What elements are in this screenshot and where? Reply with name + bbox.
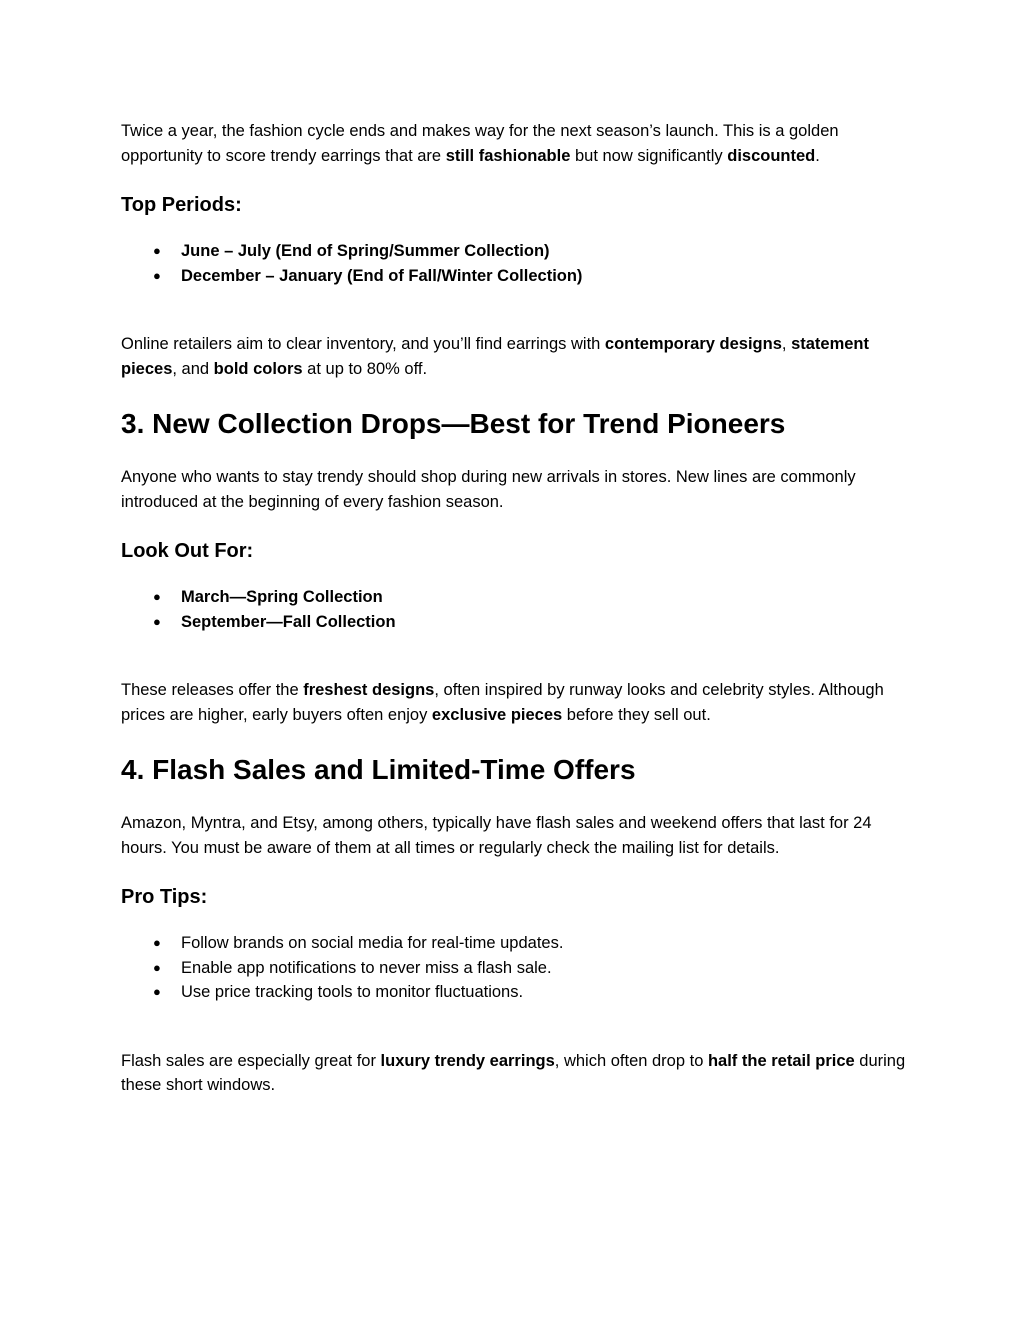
section3-heading: 3. New Collection Drops—Best for Trend Pioneers	[121, 408, 786, 439]
look-out-for-heading: Look Out For:	[121, 540, 254, 562]
section4-closing: Flash sales are especially great for luxury trendy earrings, which often drop to half the retail price during these short windows.	[121, 1051, 906, 1094]
retailers-paragraph: Online retailers aim to clear inventory, and you’ll find earrings with contemporary designs, statement pieces, and bold colors at up to 80% off.	[121, 335, 870, 378]
pro-tips-list	[121, 931, 911, 1005]
bullet-icon: ●	[153, 589, 161, 604]
top-periods-heading: Top Periods:	[121, 194, 242, 216]
bullet-icon: ●	[153, 243, 161, 258]
list-item: ● Use price tracking tools to monitor fluctuations.	[121, 980, 911, 1005]
bullet-icon: ●	[153, 267, 161, 283]
list-item: ● September—Fall Collection	[121, 610, 911, 635]
top-periods-list	[121, 239, 911, 288]
list-item: ● March—Spring Collection	[121, 585, 911, 610]
list-item: ● Follow brands on social media for real-time updates.	[121, 931, 911, 956]
section3-intro: Anyone who wants to stay trendy should shop during new arrivals in stores. New lines are commonly introduced at the beginning of every fashion season.	[121, 468, 856, 511]
bullet-icon: ●	[153, 935, 161, 950]
section4-intro: Amazon, Myntra, and Etsy, among others, typically have flash sales and weekend offers that last for 24 hours. You must be aware of them at all times or regularly check the mailing list for details.	[121, 814, 872, 857]
list-item: ● June – July (End of Spring/Summer Collection)	[121, 239, 911, 264]
bullet-icon: ●	[153, 984, 161, 999]
section4-heading: 4. Flash Sales and Limited-Time Offers	[121, 754, 636, 785]
document-page	[121, 119, 911, 1098]
section3-closing: These releases offer the freshest designs, often inspired by runway looks and celebrity styles. Although prices are higher, early buyers often enjoy exclusive pieces before they sell out.	[121, 681, 884, 724]
list-item: ● Enable app notifications to never miss a flash sale.	[121, 956, 911, 981]
bullet-icon: ●	[153, 613, 161, 629]
pro-tips-heading: Pro Tips:	[121, 886, 208, 908]
bullet-icon: ●	[153, 959, 161, 975]
look-out-for-list	[121, 585, 911, 634]
intro-paragraph: Twice a year, the fashion cycle ends and makes way for the next season’s launch. This is a golden opportunity to score trendy earrings that are still fashionable but now significantly discounted.	[121, 122, 839, 165]
list-item: ● December – January (End of Fall/Winter Collection)	[121, 264, 911, 289]
